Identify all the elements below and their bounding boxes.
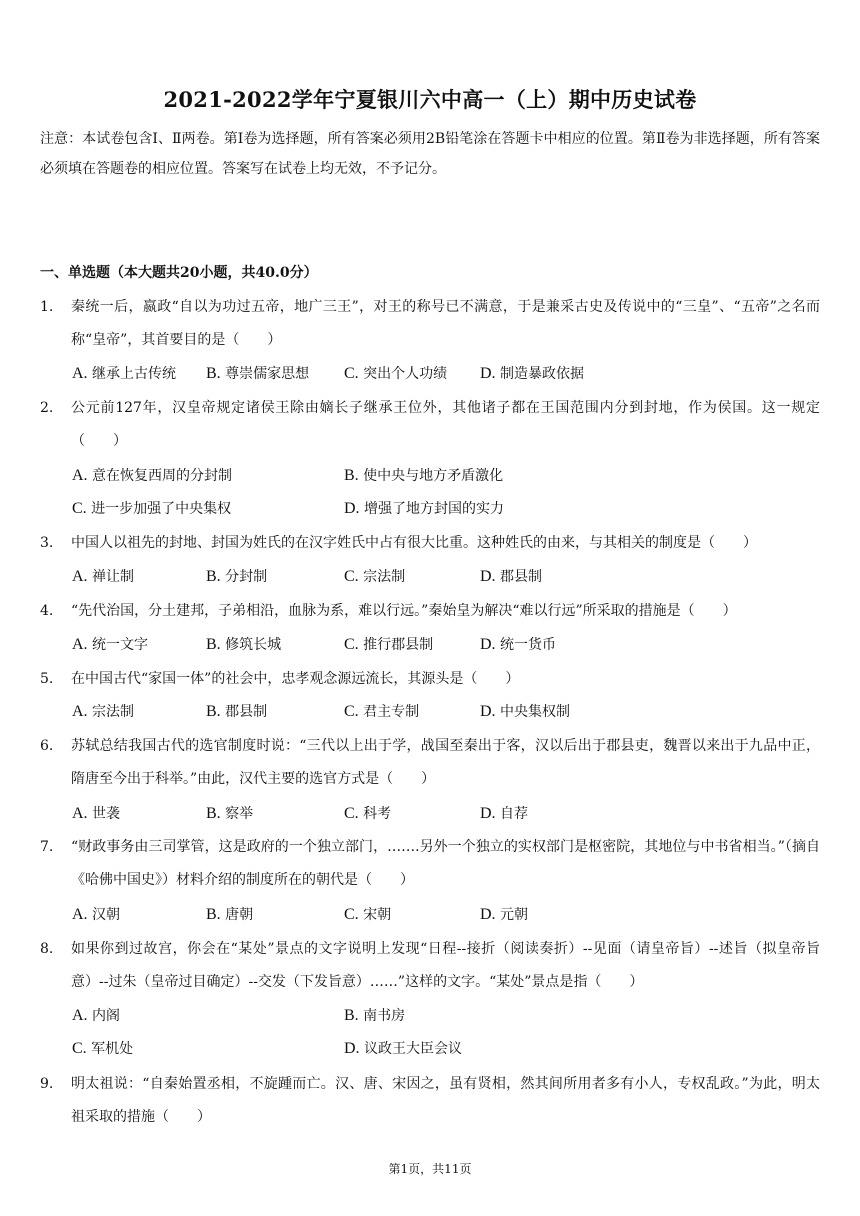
question-4 [40,595,820,628]
question-number: 4. [40,603,54,619]
option-a[interactable]: A. 继承上古传统 [72,365,177,382]
question-number: 5. [40,671,54,687]
option-b[interactable]: B. 分封制 [206,568,268,585]
option-b[interactable]: B. 唐朝 [206,906,254,923]
option-a[interactable]: A. 意在恢复西周的分封制 [72,467,233,484]
option-a[interactable]: A. 世袭 [72,805,121,822]
option-c[interactable]: C. 进一步加强了中央集权 [72,500,232,517]
option-d[interactable]: D. 中央集权制 [480,703,571,720]
option-a[interactable]: A. 内阁 [72,1007,121,1024]
question-9 [40,1068,820,1134]
question-2 [40,392,820,458]
option-a[interactable]: A. 禅让制 [72,568,135,585]
option-b[interactable]: B. 南书房 [344,1007,406,1024]
option-c[interactable]: C. 宗法制 [344,568,406,585]
option-d[interactable]: D. 统一货币 [480,636,557,653]
option-b[interactable]: B. 修筑长城 [206,636,282,653]
question-stem: “先代治国，分土建邦，子弟相沿，血脉为系，难以行远。”秦始皇为解决“难以行远”所采取的措施是（ ） [71,603,737,619]
question-stem: 在中国古代“家国一体”的社会中，忠孝观念源远流长，其源头是（ ） [71,671,520,687]
question-number: 8. [40,941,54,957]
question-6 [40,730,820,796]
page-title: 2021-2022学年宁夏银川六中高一（上）期中历史试卷 [163,87,697,112]
question-stem: 苏轼总结我国古代的选官制度时说：“三代以上出于学，战国至秦出于客，汉以后出于郡县吏，魏晋以来出于九品中正，隋唐至今出于科举。”由此，汉代主要的选官方式是（ ） [71,738,820,787]
question-number: 6. [40,738,54,754]
question-stem: 如果你到过故宫，你会在“某处”景点的文字说明上发现“日程--接折（阅读奏折）--见面（请皇帝旨）--述旨（拟皇帝旨意）--过朱（皇帝过目确定）--交发（下发旨意）……”这样的文字。“某处”景点是指（ ） [71,941,820,990]
question-number: 3. [40,535,54,551]
question-number: 9. [40,1076,54,1092]
option-d[interactable]: D. 元朝 [480,906,529,923]
question-stem: 明太祖说：“自秦始置丞相，不旋踵而亡。汉、唐、宋因之，虽有贤相，然其间所用者多有小人，专权乱政。”为此，明太祖采取的措施（ ） [71,1076,820,1125]
page-number-footer: 第1页，共11页 [388,1162,472,1176]
option-c[interactable]: C. 军机处 [72,1040,134,1057]
option-c[interactable]: C. 科考 [344,805,392,822]
option-d[interactable]: D. 自荐 [480,805,529,822]
option-a[interactable]: A. 统一文字 [72,636,149,653]
question-7 [40,831,820,897]
option-d[interactable]: D. 议政王大臣会议 [344,1040,463,1057]
option-c[interactable]: C. 君主专制 [344,703,420,720]
option-d[interactable]: D. 增强了地方封国的实力 [344,500,505,517]
option-c[interactable]: C. 推行郡县制 [344,636,434,653]
question-number: 2. [40,400,54,416]
option-a[interactable]: A. 汉朝 [72,906,121,923]
option-b[interactable]: B. 使中央与地方矛盾激化 [344,467,504,484]
option-d[interactable]: D. 制造暴政依据 [480,365,585,382]
question-8 [40,933,820,999]
option-a[interactable]: A. 宗法制 [72,703,135,720]
question-3 [40,527,820,560]
question-stem: 秦统一后，嬴政“自以为功过五帝，地广三王”，对王的称号已不满意，于是兼采古史及传说中的“三皇”、“五帝”之名而称“皇帝”，其首要目的是（ ） [71,299,820,348]
question-stem: “财政事务由三司掌管，这是政府的一个独立部门，…….另外一个独立的实权部门是枢密院，其地位与中书省相当。”（摘自《哈佛中国史》）材料介绍的制度所在的朝代是（ ） [71,839,820,888]
option-b[interactable]: B. 尊崇儒家思想 [206,365,310,382]
option-c[interactable]: C. 突出个人功绩 [344,365,448,382]
question-stem: 公元前127年，汉皇帝规定诸侯王除由嫡长子继承王位外，其他诸子都在王国范围内分到封地，作为侯国。这一规定（ ） [71,400,820,449]
question-5 [40,663,820,696]
exam-notice: 注意：本试卷包含Ⅰ、Ⅱ两卷。第Ⅰ卷为选择题，所有答案必须用2B铅笔涂在答题卡中相应的位置。第Ⅱ卷为非选择题，所有答案必须填在答题卷的相应位置。答案写在试卷上均无效，不予记分。 [40,131,820,177]
option-b[interactable]: B. 郡县制 [206,703,268,720]
question-1 [40,291,820,357]
question-number: 7. [40,839,54,855]
question-number: 1. [40,299,54,315]
option-c[interactable]: C. 宋朝 [344,906,392,923]
question-stem: 中国人以祖先的封地、封国为姓氏的在汉字姓氏中占有很大比重。这种姓氏的由来，与其相关的制度是（ ） [71,535,757,551]
option-b[interactable]: B. 察举 [206,805,254,822]
section-heading: 一、单选题（本大题共20小题，共40.0分） [40,265,318,281]
option-d[interactable]: D. 郡县制 [480,568,543,585]
